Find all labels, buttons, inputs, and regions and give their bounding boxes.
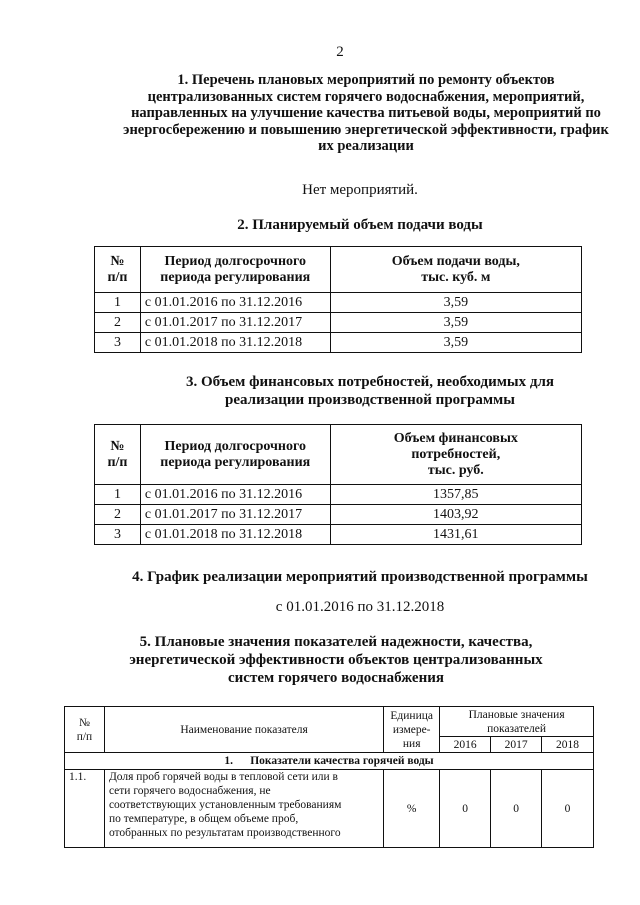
- section1-title-line: энергосбережению и повышению энергетической эффективности, график: [123, 121, 609, 138]
- table-header-row: [65, 707, 594, 737]
- header-year-2017: 2017: [491, 737, 542, 753]
- header-year-2016: 2016: [440, 737, 491, 753]
- header-num: № п/п: [95, 425, 141, 485]
- page-number: 2: [336, 44, 344, 60]
- row-period: с 01.01.2017 по 31.12.2017: [140, 505, 330, 525]
- header-indicator-name: Наименование показателя: [104, 707, 383, 753]
- header-unit: Единица измере- ния: [384, 707, 440, 753]
- finance-table: [94, 424, 582, 545]
- row-num: 2: [95, 313, 141, 333]
- section5-title-line: систем горячего водоснабжения: [228, 670, 444, 686]
- section5-title-line: энергетической эффективности объектов централизованных: [129, 652, 543, 668]
- section1-note: Нет мероприятий.: [302, 182, 418, 198]
- row-period: с 01.01.2016 по 31.12.2016: [140, 485, 330, 505]
- group-row: [65, 753, 594, 770]
- volume-table: [94, 246, 582, 353]
- header-period: Период долгосрочного периода регулирования: [140, 425, 330, 485]
- section2-title: 2. Планируемый объем подачи воды: [237, 217, 483, 233]
- header-finance: Объем финансовых потребностей, тыс. руб.: [330, 425, 581, 485]
- table-row: [95, 333, 582, 353]
- group-title: Показатели качества горячей воды: [250, 755, 434, 767]
- table-row: [95, 525, 582, 545]
- row-num: 3: [95, 333, 141, 353]
- section4-title: 4. График реализации мероприятий производственной программы: [132, 569, 588, 585]
- section5-title: [56, 633, 616, 687]
- indicators-table: [64, 706, 594, 848]
- section1-title-line: направленных на улучшение качества питьевой воды, мероприятий по: [131, 105, 601, 121]
- row-num: 3: [95, 525, 141, 545]
- row-unit: %: [384, 770, 440, 848]
- table-row: [65, 770, 594, 848]
- row-period: с 01.01.2017 по 31.12.2017: [140, 313, 330, 333]
- section3-title: [90, 373, 640, 409]
- header-volume: Объем подачи воды, тыс. куб. м: [330, 247, 581, 293]
- row-num: 1: [95, 293, 141, 313]
- group-label: [65, 753, 594, 770]
- section5-title-line: 5. Плановые значения показателей надежности, качества,: [139, 634, 533, 650]
- section1-title-line: 1. Перечень плановых мероприятий по ремонту объектов: [177, 72, 555, 88]
- section1-title-line: централизованных систем горячего водоснабжения, мероприятий,: [147, 88, 585, 105]
- table-row: [95, 485, 582, 505]
- row-volume: 3,59: [330, 313, 581, 333]
- row-finance: 1357,85: [330, 485, 581, 505]
- row-value-2017: 0: [491, 770, 542, 848]
- header-num: № п/п: [65, 707, 105, 753]
- table-row: [95, 505, 582, 525]
- table-row: [95, 313, 582, 333]
- row-volume: 3,59: [330, 333, 581, 353]
- row-volume: 3,59: [330, 293, 581, 313]
- row-indicator-name: Доля проб горячей воды в тепловой сети или в сети горячего водоснабжения, не соответствующих установленным требованиям по температуре, в общем объеме проб, отобранных по результатам производственного: [104, 770, 383, 848]
- row-num: 1.1.: [65, 770, 105, 848]
- row-value-2018: 0: [542, 770, 594, 848]
- group-num: 1.: [224, 755, 233, 767]
- section1-title-line: их реализации: [318, 138, 414, 154]
- table-row: [95, 293, 582, 313]
- row-num: 1: [95, 485, 141, 505]
- row-period: с 01.01.2018 по 31.12.2018: [140, 525, 330, 545]
- section3-title-line: реализации производственной программы: [225, 392, 515, 408]
- row-finance: 1403,92: [330, 505, 581, 525]
- row-num: 2: [95, 505, 141, 525]
- header-planned-values: Плановые значения показателей: [440, 707, 594, 737]
- header-num: № п/п: [95, 247, 141, 293]
- row-finance: 1431,61: [330, 525, 581, 545]
- section3-title-line: 3. Объем финансовых потребностей, необходимых для: [185, 374, 555, 390]
- row-value-2016: 0: [440, 770, 491, 848]
- row-period: с 01.01.2018 по 31.12.2018: [140, 333, 330, 353]
- section4-period: с 01.01.2016 по 31.12.2018: [275, 599, 445, 615]
- section1-title: [86, 72, 640, 155]
- table-header-row: [95, 425, 582, 485]
- header-period: Период долгосрочного периода регулирования: [140, 247, 330, 293]
- row-period: с 01.01.2016 по 31.12.2016: [140, 293, 330, 313]
- header-year-2018: 2018: [542, 737, 594, 753]
- table-header-row: [95, 247, 582, 293]
